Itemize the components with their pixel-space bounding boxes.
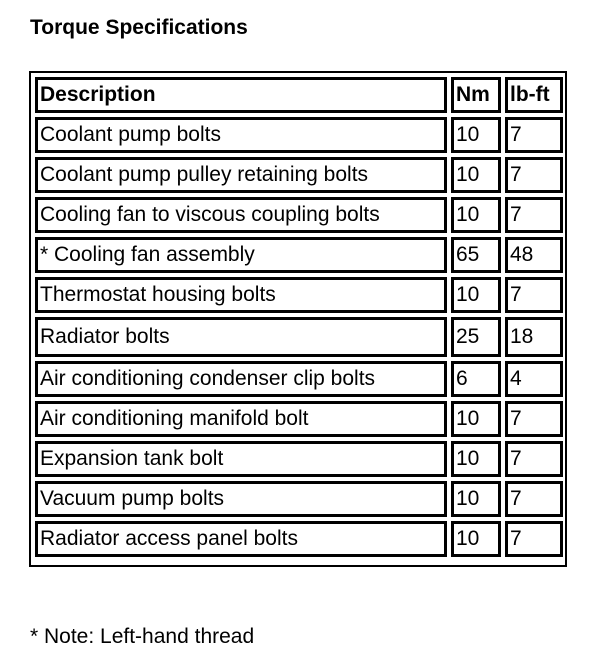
table-row bbox=[35, 277, 563, 313]
torque-spec-table bbox=[31, 73, 567, 561]
cell-lbft: 7 bbox=[505, 441, 563, 477]
table-row bbox=[35, 117, 563, 153]
cell-description: Air conditioning condenser clip bolts bbox=[35, 361, 447, 397]
header-lbft: lb-ft bbox=[505, 77, 563, 113]
cell-description: Cooling fan to viscous coupling bolts bbox=[35, 197, 447, 233]
cell-lbft: 4 bbox=[505, 361, 563, 397]
table-row bbox=[35, 481, 563, 517]
cell-description: Thermostat housing bolts bbox=[35, 277, 447, 313]
table-row bbox=[35, 197, 563, 233]
cell-lbft: 7 bbox=[505, 197, 563, 233]
cell-nm: 10 bbox=[451, 157, 501, 193]
cell-nm: 10 bbox=[451, 197, 501, 233]
cell-lbft: 7 bbox=[505, 521, 563, 557]
cell-nm: 10 bbox=[451, 117, 501, 153]
table-row bbox=[35, 317, 563, 357]
cell-lbft: 7 bbox=[505, 117, 563, 153]
cell-lbft: 48 bbox=[505, 237, 563, 273]
page-title: Torque Specifications bbox=[30, 16, 248, 39]
header-description: Description bbox=[35, 77, 447, 113]
cell-nm: 10 bbox=[451, 521, 501, 557]
cell-nm: 65 bbox=[451, 237, 501, 273]
cell-description: Radiator access panel bolts bbox=[35, 521, 447, 557]
cell-description: Radiator bolts bbox=[35, 317, 447, 357]
table-row bbox=[35, 157, 563, 193]
header-nm: Nm bbox=[451, 77, 501, 113]
cell-description: Expansion tank bolt bbox=[35, 441, 447, 477]
cell-nm: 10 bbox=[451, 441, 501, 477]
cell-lbft: 7 bbox=[505, 401, 563, 437]
table-row bbox=[35, 401, 563, 437]
cell-lbft: 7 bbox=[505, 481, 563, 517]
table-row bbox=[35, 441, 563, 477]
footnote: * Note: Left-hand thread bbox=[30, 625, 255, 648]
table-row bbox=[35, 361, 563, 397]
cell-nm: 10 bbox=[451, 401, 501, 437]
cell-description: Vacuum pump bolts bbox=[35, 481, 447, 517]
cell-lbft: 7 bbox=[505, 277, 563, 313]
table-header-row bbox=[35, 77, 563, 113]
cell-description: Coolant pump bolts bbox=[35, 117, 447, 153]
torque-table-frame bbox=[29, 71, 567, 567]
table-row bbox=[35, 521, 563, 557]
cell-description: * Cooling fan assembly bbox=[35, 237, 447, 273]
cell-nm: 6 bbox=[451, 361, 501, 397]
cell-lbft: 18 bbox=[505, 317, 563, 357]
cell-description: Air conditioning manifold bolt bbox=[35, 401, 447, 437]
table-row bbox=[35, 237, 563, 273]
cell-description: Coolant pump pulley retaining bolts bbox=[35, 157, 447, 193]
cell-nm: 10 bbox=[451, 481, 501, 517]
cell-lbft: 7 bbox=[505, 157, 563, 193]
cell-nm: 10 bbox=[451, 277, 501, 313]
cell-nm: 25 bbox=[451, 317, 501, 357]
